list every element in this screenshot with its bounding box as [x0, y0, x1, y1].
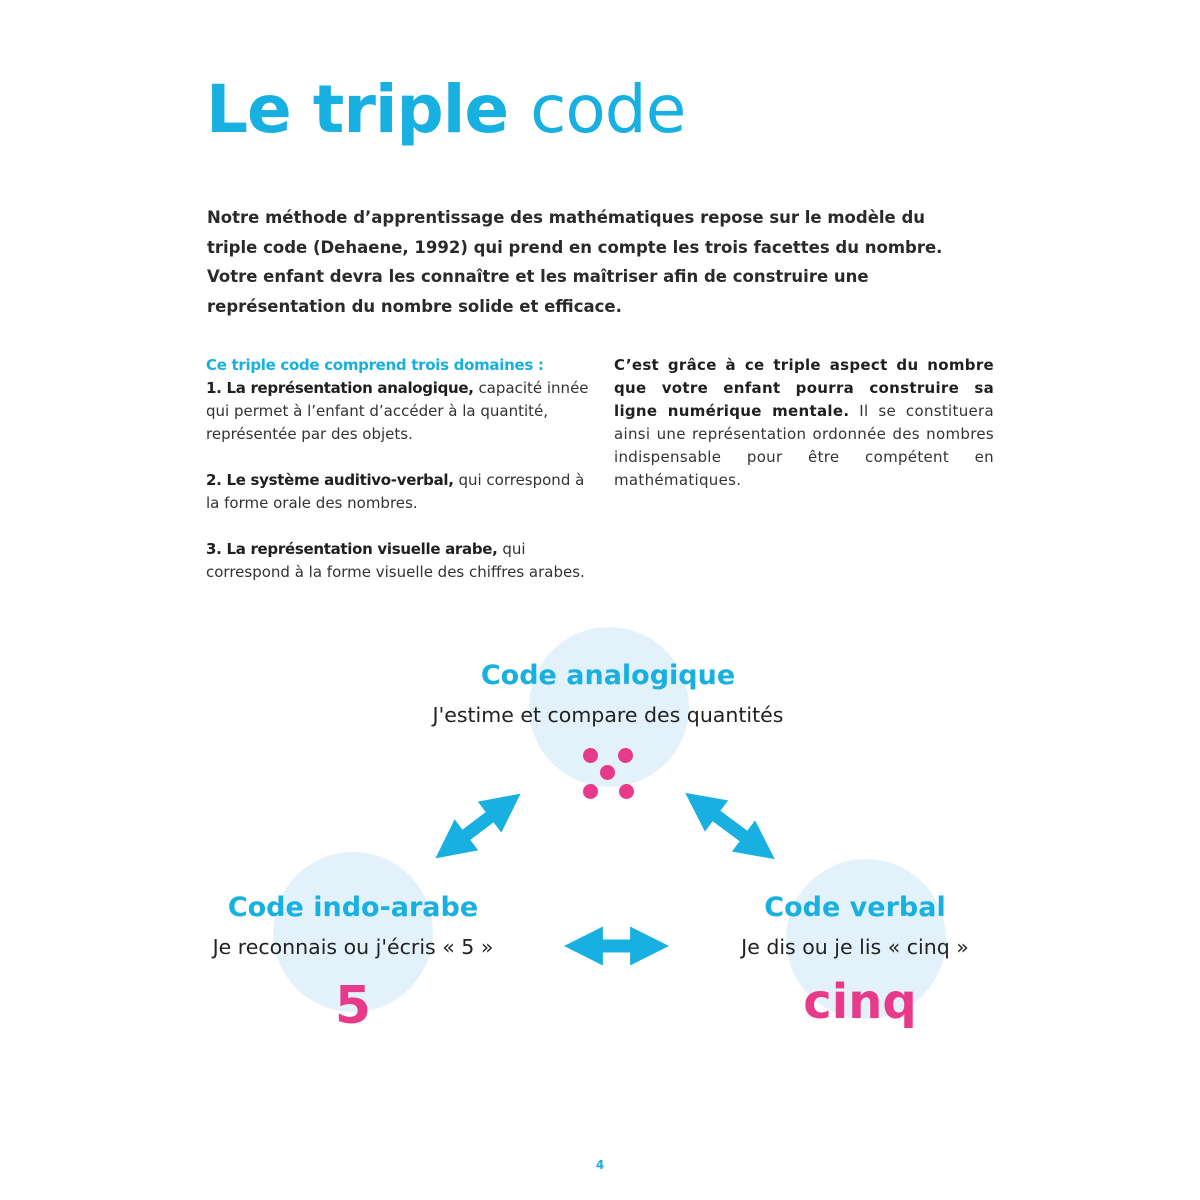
verbal-title: Code verbal	[764, 892, 946, 923]
quantity-dot	[583, 748, 598, 763]
number-line-bold: C’est grâce à ce triple aspect du nombre que votre enfant pourra construire sa ligne numérique mentale.	[614, 356, 994, 420]
title-light: code	[530, 71, 686, 148]
verbal-subtitle: Je dis ou je lis « cinq »	[741, 935, 969, 959]
domain-item-bold: 2. Le système auditivo-verbal,	[206, 471, 454, 489]
page-number: 4	[595, 1158, 605, 1172]
quantity-dot	[600, 765, 615, 780]
word-cinq: cinq	[803, 974, 917, 1030]
quantity-dot	[583, 784, 598, 799]
quantity-dot	[618, 748, 633, 763]
analog-title: Code analogique	[480, 660, 736, 691]
digit-five: 5	[334, 976, 372, 1036]
arrow-analog-indo-arabic	[453, 807, 503, 845]
indo-arabic-subtitle: Je reconnais ou j'écris « 5 »	[212, 935, 494, 959]
domains-lead: Ce triple code comprend trois domaines :	[206, 356, 544, 374]
domain-item-bold: 1. La représentation analogique,	[206, 379, 474, 397]
domain-item-text: qui correspond à la forme visuelle des chiffres arabes.	[206, 540, 585, 581]
title-bold: Le triple	[206, 71, 509, 148]
quantity-dot	[619, 784, 634, 799]
domain-item-bold: 3. La représentation visuelle arabe,	[206, 540, 498, 558]
domain-item-text: capacité innée qui permet à l’enfant d’accéder à la quantité, représentée par des objets.	[206, 379, 589, 443]
number-line-text: Il se constituera ainsi une représentation ordonnée des nombres indispensable pour être compétent en mathématiques.	[614, 402, 994, 489]
indo-arabic-title: Code indo-arabe	[227, 892, 479, 923]
analog-subtitle: J'estime et compare des quantités	[432, 703, 784, 727]
arrow-analog-verbal	[703, 806, 757, 846]
intro-paragraph: Notre méthode d’apprentissage des mathématiques repose sur le modèle du triple code (Dehaene, 1992) qui prend en compte les trois facettes du nombre. Votre enfant devra les connaître et les maîtriser afin de construire une représentation du nombre solide et efficace.	[207, 208, 943, 316]
domain-item-text: qui correspond à la forme orale des nombres.	[206, 471, 585, 512]
